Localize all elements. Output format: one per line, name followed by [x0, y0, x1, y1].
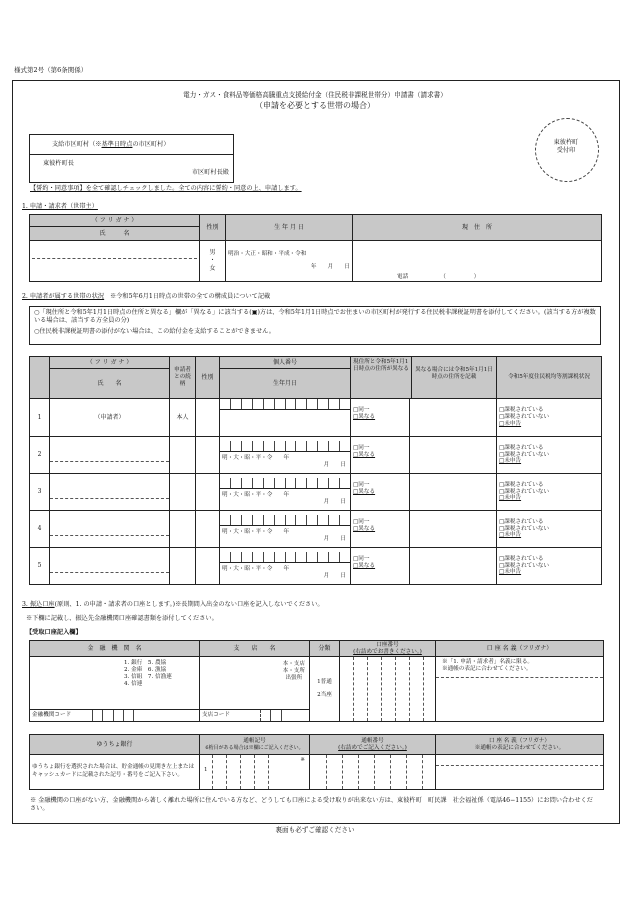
yucho-table: [29, 734, 604, 790]
hh-name-5[interactable]: [50, 548, 170, 585]
hh-name-3[interactable]: [50, 474, 170, 511]
hh-tax-3[interactable]: □課税されている □課税されていない □未申告: [497, 474, 602, 511]
hh-h-tax: 令和5年度住民税均等割課税状況: [497, 357, 602, 399]
municipality-box: [29, 134, 234, 183]
municipality-suffix: 市区町村長殿: [191, 169, 229, 176]
hh-addr-5[interactable]: □同一 □異なる: [351, 548, 497, 585]
hh-id-3[interactable]: 明・大・昭・平・令 年 月 日: [220, 474, 351, 511]
branch-name-field[interactable]: 本・支店 本・支所 出張所 支店コード: [200, 657, 310, 722]
account-number-field[interactable]: [340, 657, 436, 722]
underlined-text: 基準日時点: [101, 141, 133, 148]
section2-notice: ○「現住所と令和5年1月1日時点の住所と異なる」欄が「異なる」に該当する(▣)方は、令和5年1月1日時点でお住まいの市区町村が発行する住民税非課税証明書を添付してください。(該当する方が複数いる場合は、該当する方全員の分) ○住民税非課税証明書の添付がない場合は、この給付金を支給することができません。: [29, 306, 601, 345]
hh-tax-1[interactable]: □課税されている □課税されていない □未申告: [497, 399, 602, 437]
hh-id-1[interactable]: [220, 399, 351, 437]
bank-table: [29, 640, 604, 722]
form-title: 電力・ガス・食料品等価格高騰重点支援給付金（住民税非課税世帯分）申請書（請求書）: [183, 91, 447, 99]
consent-statement: 【誓約・同意事項】を全て確認しチェックしました。全ての内容に誓約・同意の上、申請します。: [30, 185, 302, 192]
bank-name-field[interactable]: 1. 銀行 5. 農協 2. 金庫 6. 漁協 3. 信組 7. 信漁連 4. 信連 金融機関コード: [30, 657, 200, 722]
applicant-table: [29, 214, 602, 282]
hh-rel-5[interactable]: [170, 548, 196, 585]
h-acct-no: 口座番号 (右詰めでお書きください。): [340, 641, 436, 657]
hh-h-birth: 生年月日: [220, 369, 351, 399]
applicant-birth[interactable]: 明治・大正・昭和・平成・令和 年 月 日: [226, 241, 353, 282]
hh-gender-5[interactable]: [196, 548, 220, 585]
section2-title-wrap: 2. 申請者が属する世帯の状況 ※令和5年6月1日時点の世帯の全ての構成員について記載: [22, 293, 271, 300]
household-row: 1 （申請者） 本人 □同一 □異なる □課税されている □課税されていない □未申告: [30, 399, 602, 437]
hh-id-4[interactable]: 明・大・昭・平・令 年 月 日: [220, 511, 351, 548]
hh-addr-3[interactable]: □同一 □異なる: [351, 474, 497, 511]
h-type: 分類: [310, 641, 340, 657]
municipality-label: 支給市区町村（※基準日時点の市区町村）: [52, 141, 170, 148]
section3-title-wrap: 3. 振込口座(原則、1. の申請・請求者の口座とします。)※長期間入出金のない口座を記入しないでください。: [22, 601, 324, 608]
form-subtitle: （申請を必要とする世帯の場合）: [255, 101, 375, 110]
back-notice: 裏面も必ずご確認ください: [275, 826, 355, 834]
h-gender: 性別: [200, 215, 226, 241]
footer-note: ※ 金融機関の口座がない方、金融機関から著しく離れた場所に住んでいる方など、どうしても口座による受け取りが出来ない方は、東彼杵町 町民課 社会福祉係（電話46−1155）にお問い合わせください。: [30, 797, 593, 813]
hh-h-relation: 申請者との続柄: [170, 357, 196, 399]
municipality-name: 東彼杵町長: [43, 160, 74, 167]
h-birth: 生 年 月 日: [226, 215, 353, 241]
yucho-desc: ゆうちょ銀行を選択された場合は、貯金通帳の見開き左上またはキャッシュカードに記載された記号・番号をご記入下さい。: [30, 755, 200, 790]
h-passbook-no: 通帳番号 (右詰めでご記入ください。): [310, 735, 436, 755]
household-row: 3 明・大・昭・平・令 年 月 日 □同一 □異なる □課税されている □課税されていない □未申告: [30, 474, 602, 511]
household-row: 4 明・大・昭・平・令 年 月 日 □同一 □異なる □課税されている □課税されていない □未申告: [30, 511, 602, 548]
applicant-name-field[interactable]: [30, 241, 200, 282]
section1-title: 1. 申請・請求者（世帯主）: [22, 203, 98, 210]
yucho-holder-field[interactable]: [436, 755, 604, 790]
hh-name-2[interactable]: [50, 437, 170, 474]
hh-rel-4[interactable]: [170, 511, 196, 548]
h-address: 現 住 所: [353, 215, 602, 241]
hh-h-gender: 性別: [196, 357, 220, 399]
section3-note: ※下欄に記載し、振込先金融機関口座確認書類を添付してください。: [26, 615, 218, 622]
hh-addr-2[interactable]: □同一 □異なる: [351, 437, 497, 474]
hh-h-id: 個人番号: [220, 357, 351, 369]
h-name: 氏 名: [30, 227, 200, 241]
applicant-address[interactable]: 電話 （ ）: [353, 241, 602, 282]
h-bank: 金 融 機 関 名: [30, 641, 200, 657]
hh-rel-2[interactable]: [170, 437, 196, 474]
household-row: 5 明・大・昭・平・令 年 月 日 □同一 □異なる □課税されている □課税されていない □未申告: [30, 548, 602, 585]
hh-gender-2[interactable]: [196, 437, 220, 474]
h-branch: 支 店 名: [200, 641, 310, 657]
hh-tax-4[interactable]: □課税されている □課税されていない □未申告: [497, 511, 602, 548]
hh-h-furigana: （ フ リ ガ ナ ）: [50, 357, 170, 369]
form-number: 様式第2号（第6条関係）: [14, 66, 88, 74]
h-furigana: （ フ リ ガ ナ ）: [30, 215, 200, 227]
applicant-gender[interactable]: 男 ・ 女: [200, 241, 226, 282]
hh-id-2[interactable]: 明・大・昭・平・令 年 月 日: [220, 437, 351, 474]
hh-name-1[interactable]: （申請者）: [50, 399, 170, 437]
hh-addr-4[interactable]: □同一 □異なる: [351, 511, 497, 548]
hh-id-5[interactable]: 明・大・昭・平・令 年 月 日: [220, 548, 351, 585]
h-acct-name: 口 座 名 義（フリガナ）: [436, 641, 604, 657]
stamp-label: 東彼杵町 受付印: [553, 139, 579, 154]
h-yucho-name: 口 座 名 義（フリガナ） ※通帳の表記に合わせてください。: [436, 735, 604, 755]
hh-rel-3[interactable]: [170, 474, 196, 511]
hh-rel-1: 本人: [170, 399, 196, 437]
hh-h-name: 氏 名: [50, 369, 170, 399]
hh-tax-5[interactable]: □課税されている □課税されていない □未申告: [497, 548, 602, 585]
h-yucho: ゆうちょ銀行: [30, 735, 200, 755]
passbook-number-field[interactable]: [310, 755, 436, 790]
household-row: 2 明・大・昭・平・令 年 月 日 □同一 □異なる □課税されている □課税されていない □未申告: [30, 437, 602, 474]
hh-h-address: 現住所と令和5年1月1日時点の住所が異なる 異なる場合には令和5年1月1日時点の住所を記載: [351, 357, 497, 399]
account-type[interactable]: 1普通 2当座: [310, 657, 340, 722]
hh-addr-1[interactable]: □同一 □異なる: [351, 399, 497, 437]
h-passbook-sym: 通帳記号 6桁目がある場合は※欄にご記入ください。: [200, 735, 310, 755]
hh-gender-1[interactable]: [196, 399, 220, 437]
hh-gender-4[interactable]: [196, 511, 220, 548]
household-table: [29, 356, 602, 585]
account-header: 【受取口座記入欄】: [26, 629, 82, 636]
account-holder-field[interactable]: ※「1. 申請・請求者」名義に限る。 ※通帳の表記に合わせてください。: [436, 657, 604, 722]
passbook-symbol-field[interactable]: 1 ※: [200, 755, 310, 790]
hh-name-4[interactable]: [50, 511, 170, 548]
hh-tax-2[interactable]: □課税されている □課税されていない □未申告: [497, 437, 602, 474]
hh-gender-3[interactable]: [196, 474, 220, 511]
